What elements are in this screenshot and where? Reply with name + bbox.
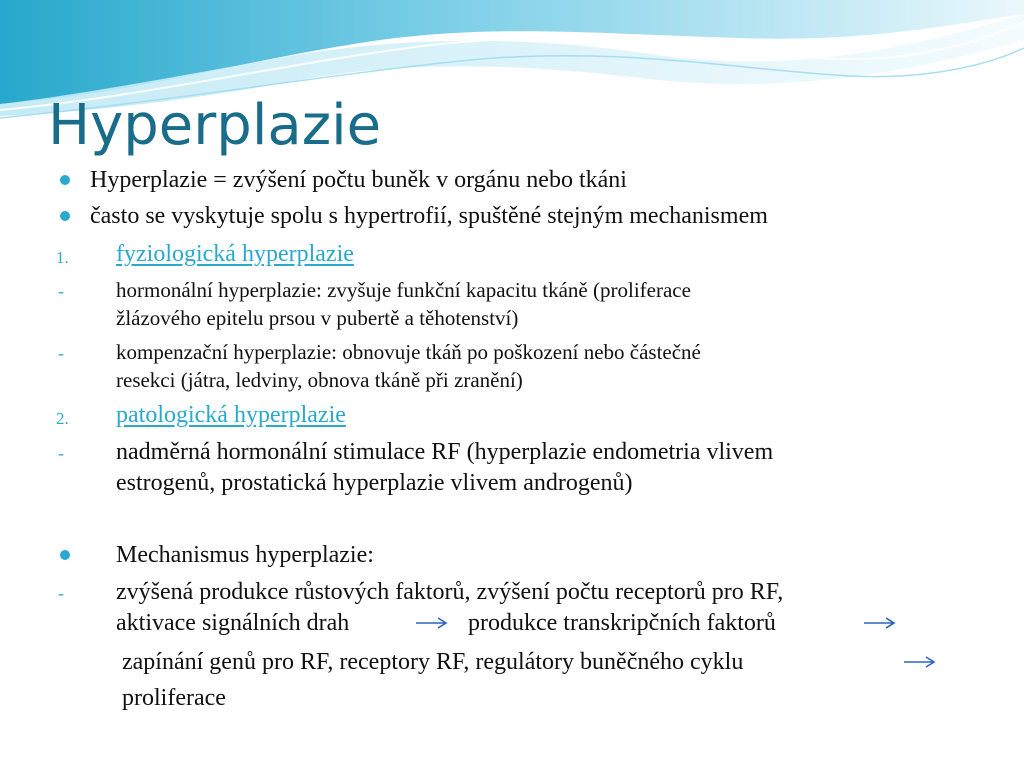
arrow-right-icon [416, 617, 448, 629]
bullet-dot [60, 550, 70, 560]
mechanism-text: produkce transkripčních faktorů [468, 610, 776, 636]
link-patologicka-hyperplazie[interactable]: patologická hyperplazie [116, 402, 346, 428]
mechanism-text: proliferace [122, 685, 226, 711]
dash-marker: - [58, 583, 64, 603]
list-number: 1. [56, 248, 69, 267]
item-text: nadměrná hormonální stimulace RF (hyperplazie endometria vlivem [116, 439, 774, 465]
item-text: estrogenů, prostatická hyperplazie vlivem androgenů) [116, 470, 633, 496]
arrow-right-icon [904, 656, 936, 668]
bullet-dot [60, 211, 70, 221]
bullet-text: Hyperplazie = zvýšení počtu buněk v orgánu nebo tkáni [90, 167, 627, 193]
dash-marker: - [58, 343, 64, 363]
mechanism-text: aktivace signálních drah [116, 610, 350, 636]
dash-marker: - [58, 443, 64, 463]
page-title: Hyperplazie [48, 93, 382, 158]
item-text: kompenzační hyperplazie: obnovuje tkáň po poškození nebo částečné [116, 340, 701, 364]
item-text: hormonální hyperplazie: zvyšuje funkční kapacitu tkáně (proliferace [116, 278, 691, 302]
mechanism-heading: Mechanismus hyperplazie: [116, 542, 374, 568]
mechanism-text: zvýšená produkce růstových faktorů, zvýšení počtu receptorů pro RF, [116, 579, 784, 605]
item-text: žlázového epitelu prsou v pubertě a těhotenství) [116, 306, 519, 330]
mechanism-text: zapínání genů pro RF, receptory RF, regulátory buněčného cyklu [122, 649, 744, 675]
list-number: 2. [56, 409, 69, 428]
link-fyziologicka-hyperplazie[interactable]: fyziologická hyperplazie [116, 241, 354, 267]
bullet-dot [60, 175, 70, 185]
dash-marker: - [58, 281, 64, 301]
bullet-text: často se vyskytuje spolu s hypertrofií, spuštěné stejným mechanismem [90, 203, 768, 229]
arrow-right-icon [864, 617, 896, 629]
item-text: resekci (játra, ledviny, obnova tkáně při zranění) [116, 368, 523, 392]
